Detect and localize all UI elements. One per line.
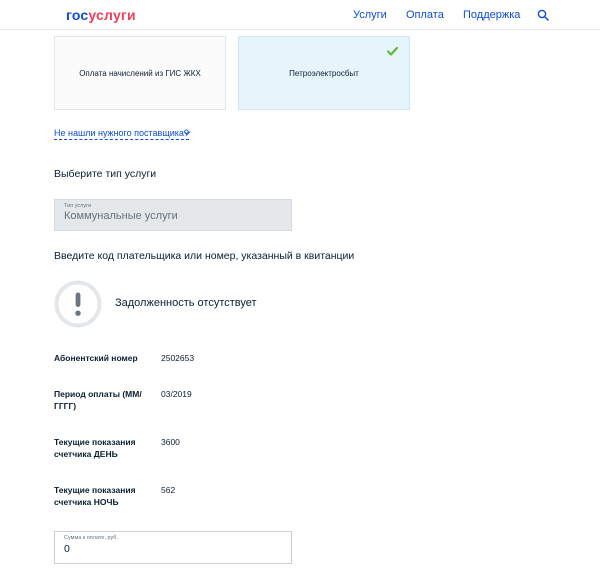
checkmark-icon [387, 47, 398, 56]
nav-payment[interactable]: Оплата [406, 9, 444, 21]
nav-support[interactable]: Поддержка [463, 9, 521, 21]
meter-night-label: Текущие показания счетчика НОЧЬ [54, 485, 136, 507]
service-type-heading: Выберите тип услуги [54, 168, 157, 180]
service-type-select[interactable] [54, 199, 292, 231]
amount-input[interactable] [54, 531, 292, 564]
payer-code-heading: Введите код плательщика или номер, указанный в квитанции [54, 250, 355, 262]
meter-day-label: Текущие показания счетчика ДЕНЬ [54, 437, 136, 459]
amount-value: 0 [64, 543, 70, 555]
provider-card-label: Петроэлектросбыт [289, 68, 359, 78]
gosuslugi-logo[interactable] [66, 7, 136, 23]
provider-card-label: Оплата начислений из ГИС ЖКХ [79, 68, 201, 78]
logo-part-uslugi: услуги [88, 7, 136, 23]
logo-part-gos: гос [66, 7, 89, 23]
exclamation-icon [54, 280, 102, 328]
payment-period-label: Период оплаты (ММ/ГГГГ) [54, 389, 142, 411]
search-icon[interactable] [537, 9, 549, 21]
meter-night-value: 562 [161, 485, 176, 495]
meter-day-value: 3600 [161, 437, 180, 447]
site-header [0, 0, 600, 30]
provider-card-petroelektrosbyt[interactable] [238, 36, 410, 110]
provider-not-found-link[interactable]: Не нашли нужного поставщика? [54, 128, 189, 138]
account-number-value: 2502653 [161, 353, 195, 363]
service-type-value: Коммунальные услуги [64, 210, 178, 222]
payment-period-value: 03/2019 [161, 389, 192, 399]
service-type-label: Тип услуги [64, 203, 92, 209]
debt-status: Задолженность отсутствует [115, 297, 257, 309]
nav-services[interactable]: Услуги [353, 9, 387, 21]
account-number-label: Абонентский номер [54, 353, 138, 363]
amount-label: Сумма к оплате, руб. [64, 535, 118, 541]
provider-card-gis-zhkh[interactable] [54, 36, 226, 110]
chevron-down-icon[interactable] [183, 130, 191, 136]
